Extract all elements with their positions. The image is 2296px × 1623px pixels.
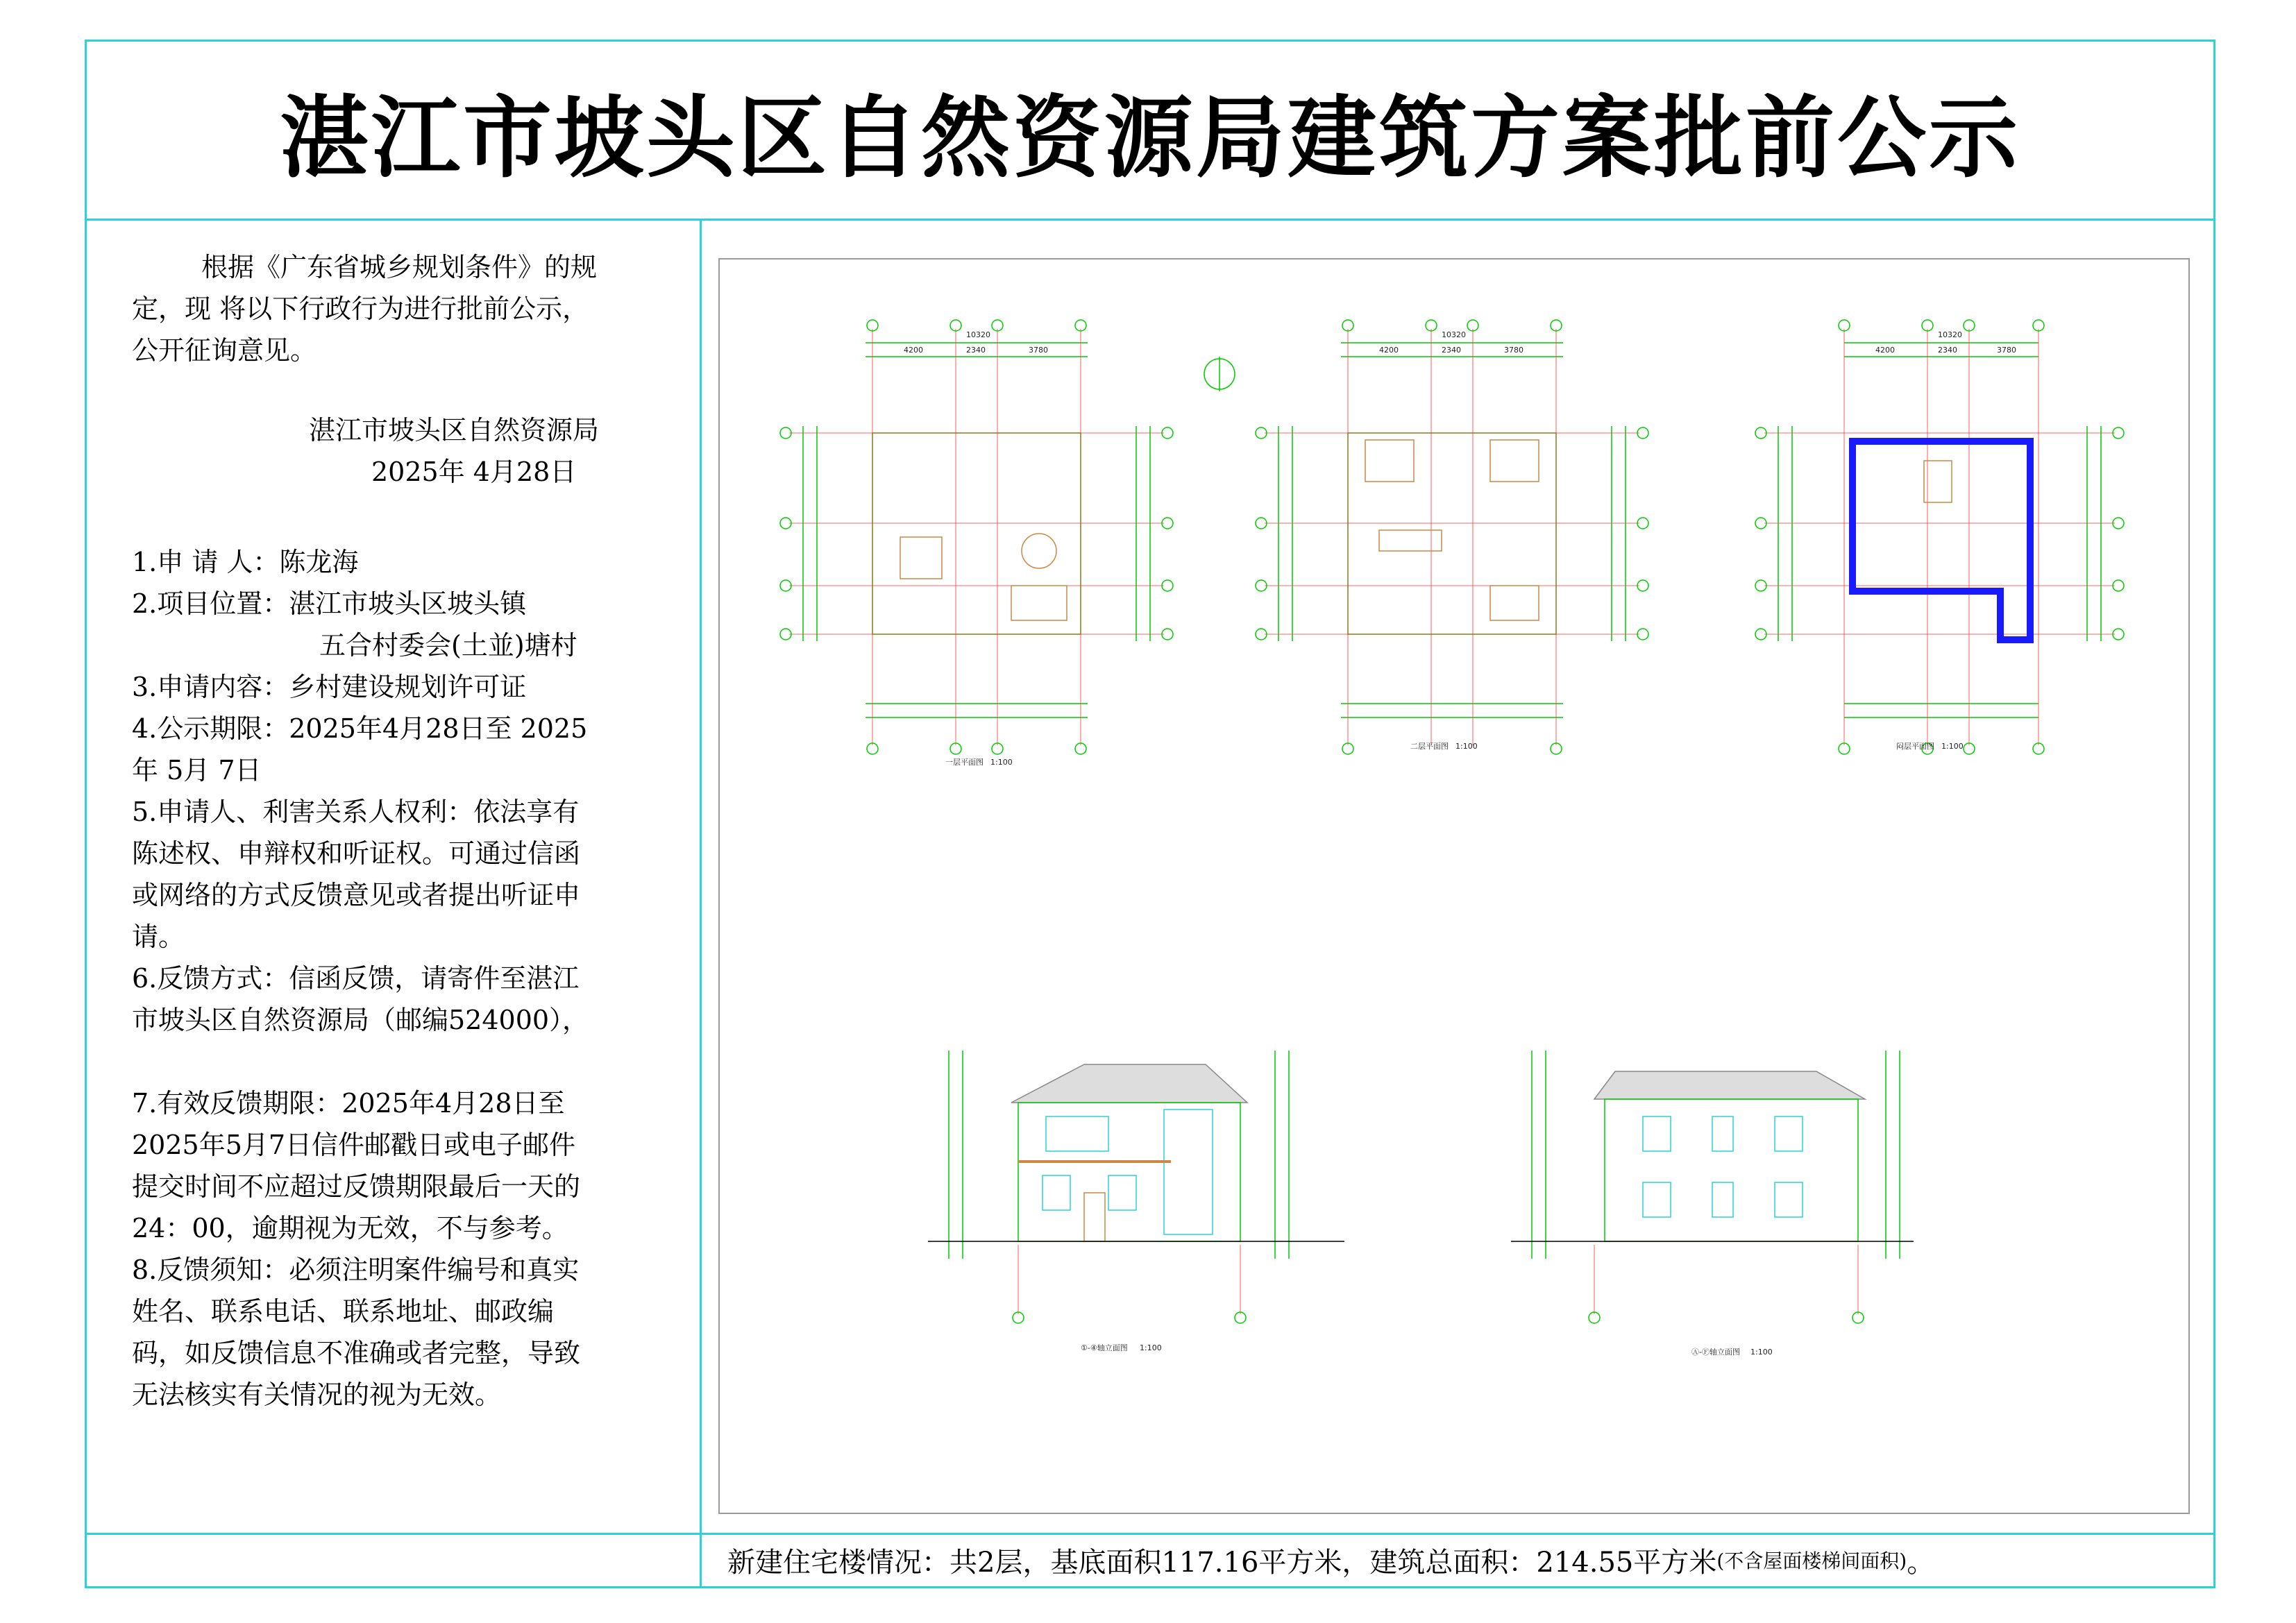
item-line: 市坡头区自然资源局（邮编524000）， (132, 1005, 589, 1035)
item-line: 4.公示期限：2025年4月28日至 2025 (132, 713, 588, 744)
dim-label: 3780 (1997, 346, 2016, 355)
item-line: 姓名、联系电话、联系地址、邮政编 (132, 1296, 555, 1327)
elevation1-title: ①-④轴立面图 (1081, 1343, 1128, 1352)
dim-label: 4200 (904, 346, 923, 355)
issue-date: 2025年 4月28日 (371, 457, 577, 487)
plan3-scale: 1:100 (1941, 742, 1964, 751)
item-line: 2025年5月7日信件邮戳日或电子邮件 (132, 1130, 576, 1160)
item-line: 五合村委会(土並)塘村 (319, 630, 577, 661)
item-line: 5.申请人、利害关系人权利：依法享有 (132, 797, 580, 827)
item-line: 8.反馈须知：必须注明案件编号和真实 (132, 1255, 580, 1285)
item-line: 3.申请内容：乡村建设规划许可证 (132, 672, 527, 702)
dim-label: 4200 (1379, 346, 1399, 355)
item-line: 请。 (132, 921, 185, 952)
dim-label: 4200 (1875, 346, 1895, 355)
item-line: 陈述权、申辩权和听证权。可通过信函 (132, 838, 581, 869)
item-line: 码，如反馈信息不准确或者完整，导致 (132, 1338, 581, 1368)
intro-line: 定，现 将以下行政行为进行批前公示， (132, 294, 589, 324)
footer-end: 。 (1907, 1546, 1935, 1579)
dim-label: 2340 (966, 346, 986, 355)
footer-summary (701, 1535, 2207, 1585)
intro-line: 根据《广东省城乡规划条件》的规 (201, 252, 598, 282)
plan1-title: 一层平面图 (945, 758, 984, 767)
item-line: 提交时间不应超过反馈期限最后一天的 (132, 1171, 581, 1202)
notice-text (132, 246, 673, 1416)
floor-plan-1 (780, 320, 1173, 754)
dim-total-label: 10320 (966, 330, 990, 339)
plan2-title: 二层平面图 (1410, 742, 1449, 751)
page-title: 湛江市坡头区自然资源局建筑方案批前公示 (279, 86, 2020, 190)
floor-plan-2 (1256, 320, 1648, 754)
item-line: 2.项目位置：湛江市坡头区坡头镇 (132, 588, 527, 619)
footer-main: 新建住宅楼情况：共2层，基底面积117.16平方米，建筑总面积：214.55平方米 (727, 1546, 1717, 1579)
item-line: 6.反馈方式：信函反馈，请寄件至湛江 (132, 963, 580, 994)
footer-note: (不含屋面楼梯间面积) (1716, 1549, 1907, 1572)
architectural-drawing-sheet (718, 258, 2190, 1514)
dim-total-label: 10320 (1442, 330, 1466, 339)
elevation2-title: Ⓐ-Ⓕ轴立面图 (1691, 1348, 1740, 1357)
elevation-2 (1511, 1051, 1914, 1323)
dim-label: 2340 (1442, 346, 1461, 355)
plan2-scale: 1:100 (1455, 742, 1478, 751)
item-line: 1.申 请 人：陈龙海 (132, 547, 359, 577)
elevation1-scale: 1:100 (1140, 1343, 1162, 1352)
plan1-scale: 1:100 (990, 758, 1013, 767)
item-line: 或网络的方式反馈意见或者提出听证申 (132, 880, 581, 910)
north-arrow-icon (1204, 357, 1235, 391)
item-line: 年 5月 7日 (132, 755, 262, 785)
dim-label: 3780 (1504, 346, 1523, 355)
dim-label: 3780 (1029, 346, 1048, 355)
title-divider (87, 219, 2213, 221)
plan3-title: 闷层平面图 (1896, 742, 1934, 751)
item-line: 7.有效反馈期限：2025年4月28日至 (132, 1088, 565, 1119)
floor-plan-attic (1755, 320, 2124, 754)
dim-label: 2340 (1938, 346, 1957, 355)
elevation-1 (928, 1051, 1344, 1323)
item-line: 24：00，逾期视为无效，不与参考。 (132, 1213, 568, 1243)
issuer: 湛江市坡头区自然资源局 (309, 415, 600, 445)
column-divider (700, 219, 702, 1586)
item-line: 无法核实有关情况的视为无效。 (132, 1379, 502, 1410)
elevation2-scale: 1:100 (1750, 1348, 1773, 1357)
intro-line: 公开征询意见。 (132, 335, 317, 366)
drawing-canvas (720, 260, 2191, 1515)
dim-total-label: 10320 (1938, 330, 1962, 339)
